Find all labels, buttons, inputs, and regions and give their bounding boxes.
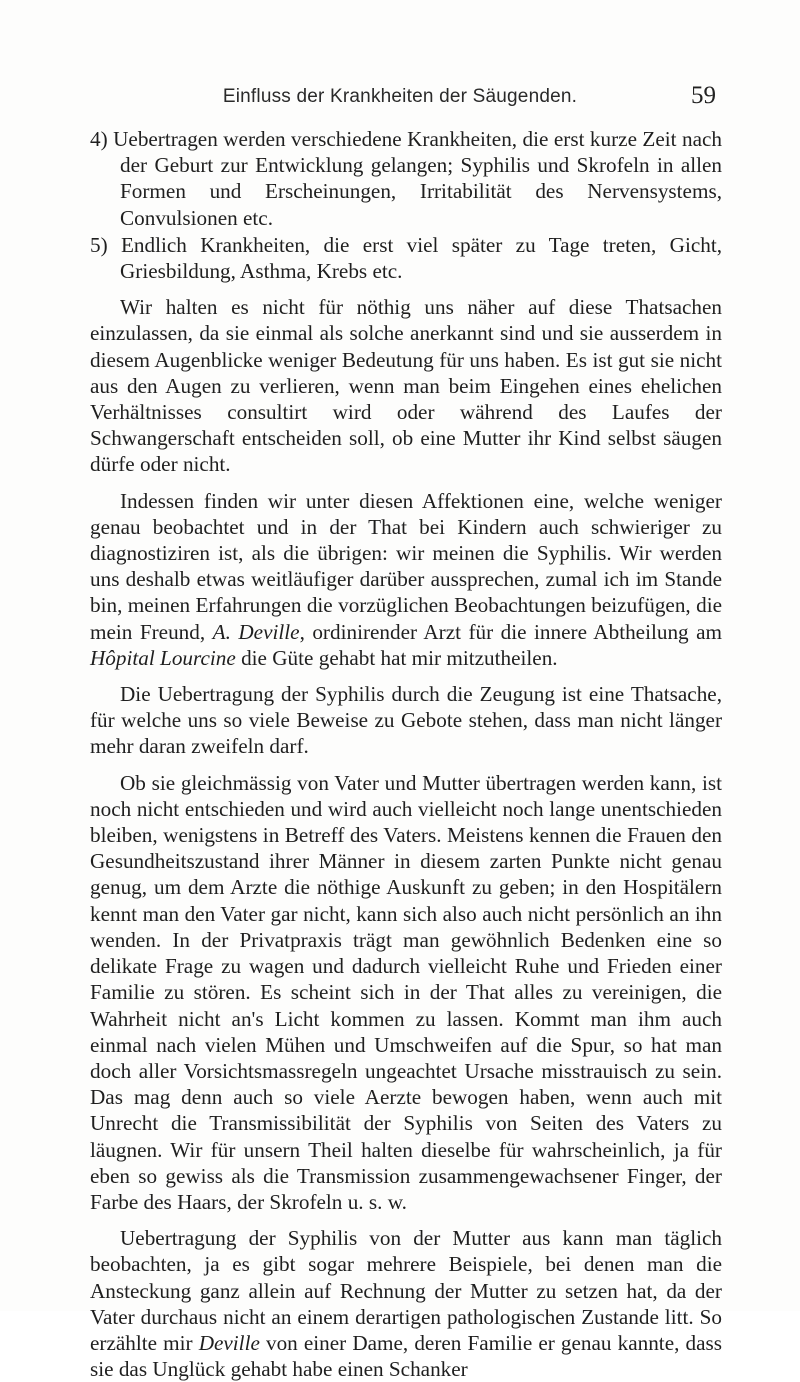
paragraph: Die Uebertragung der Syphilis durch die Zeugung ist eine Thatsache, für welche uns so viele Beweise zu Gebote stehen, dass man nicht länger mehr daran zweifeln darf.	[90, 682, 722, 759]
paragraph	[90, 488, 722, 671]
list-item	[90, 126, 722, 231]
paragraph-text: von einer Dame, deren Familie er genau kannte, dass sie das Unglück gehabt habe einen Schanker	[90, 1330, 722, 1382]
page-header	[0, 82, 800, 116]
running-title: Einfluss der Krankheiten der Säugenden.	[222, 86, 578, 107]
list-item-text: Uebertragen werden verschiedene Krankheiten, die erst kurze Zeit nach der Geburt zur Entwicklung gelangen; Syphilis und Skrofeln in allen Formen und Erscheinungen, Irritabilität des Nervensystems, Convulsionen etc.	[113, 127, 722, 230]
person-name: A. Deville	[212, 619, 300, 644]
list-item-text: Endlich Krankheiten, die erst viel später zu Tage treten, Gicht, Griesbildung, Asthma, Krebs etc.	[120, 232, 723, 284]
list-item	[90, 232, 722, 284]
paragraph-text: die Güte gehabt hat mir mitzutheilen.	[235, 645, 558, 670]
paragraph: Ob sie gleichmässig von Vater und Mutter übertragen werden kann, ist noch nicht entschieden und wird auch vielleicht noch lange unentschieden bleiben, wenigstens in Betreff des Vaters. Meistens kennen die Frauen den Gesundheitszustand ihrer Männer in diesem zarten Punkte nicht genau genug, um dem Arzte die nöthige Auskunft zu geben; in den Hospitälern kennt man den Vater gar nicht, kann sich also auch nicht persönlich an ihn wenden. In der Privatpraxis trägt man gewöhnlich Bedenken eine so delikate Frage zu wagen und dadurch vielleicht Ruhe und Frieden einer Familie zu stören. Es scheint sich in der That alles zu vereinigen, die Wahrheit nicht an's Licht kommen zu lassen. Kommt man ihm auch einmal nach vielen Mühen und Umschweifen auf die Spur, so hat man doch aller Vorsichtsmassregeln ungeachtet Ursache misstrauisch zu sein. Das mag denn auch so viele Aerzte bewogen haben, wenn auch mit Unrecht die Transmissibilität der Syphilis von Seiten des Vaters zu läugnen. Wir für unsern Theil halten dieselbe für wahrscheinlich, ja für eben so gewiss als die Transmission zusammengewachsener Finger, der Farbe des Haars, der Skrofeln u. s. w.	[90, 770, 722, 1214]
paragraph	[90, 1225, 722, 1382]
person-name: Deville	[198, 1330, 260, 1355]
paragraph-text: Indessen finden wir unter diesen Affektionen eine, welche weniger genau beobachtet und in der That bei Kindern auch schwieriger zu diagnostiziren ist, als die übrigen: wir meinen die Syphilis. Wir werden uns deshalb etwas weitläufiger darüber aussprechen, zumal ich im Stande bin, meinen Erfahrungen die vorzüglichen Beobachtungen beizufügen, die mein Freund,	[90, 488, 722, 644]
body-text	[90, 126, 722, 1382]
list-item-number: 4)	[90, 127, 108, 151]
paragraph-text: Uebertragung der Syphilis von der Mutter aus kann man täglich beobachten, ja es gibt sogar mehrere Beispiele, bei denen man die Ansteckung ganz allein auf Rechnung der Mutter zu setzen hat, da der Vater durchaus nicht an einem derartigen pathologischen Zustande litt. So erzählte mir	[90, 1226, 722, 1355]
paragraph-text: , ordinirender Arzt für die innere Abtheilung am	[299, 619, 722, 644]
list-item-number: 5)	[90, 232, 108, 257]
hospital-name: Hôpital Lourcine	[90, 645, 236, 670]
paragraph: Wir halten es nicht für nöthig uns näher auf diese Thatsachen einzulassen, da sie einmal als solche anerkannt sind und sie ausserdem in diesem Augenblicke weniger Bedeutung für uns haben. Es ist gut sie nicht aus den Augen zu verlieren, wenn man beim Eingehen eines ehelichen Verhältnisses consultirt wird oder während des Laufes der Schwangerschaft entscheiden soll, ob eine Mutter ihr Kind selbst säugen dürfe oder nicht.	[90, 295, 722, 477]
page-number: 59	[691, 82, 716, 109]
